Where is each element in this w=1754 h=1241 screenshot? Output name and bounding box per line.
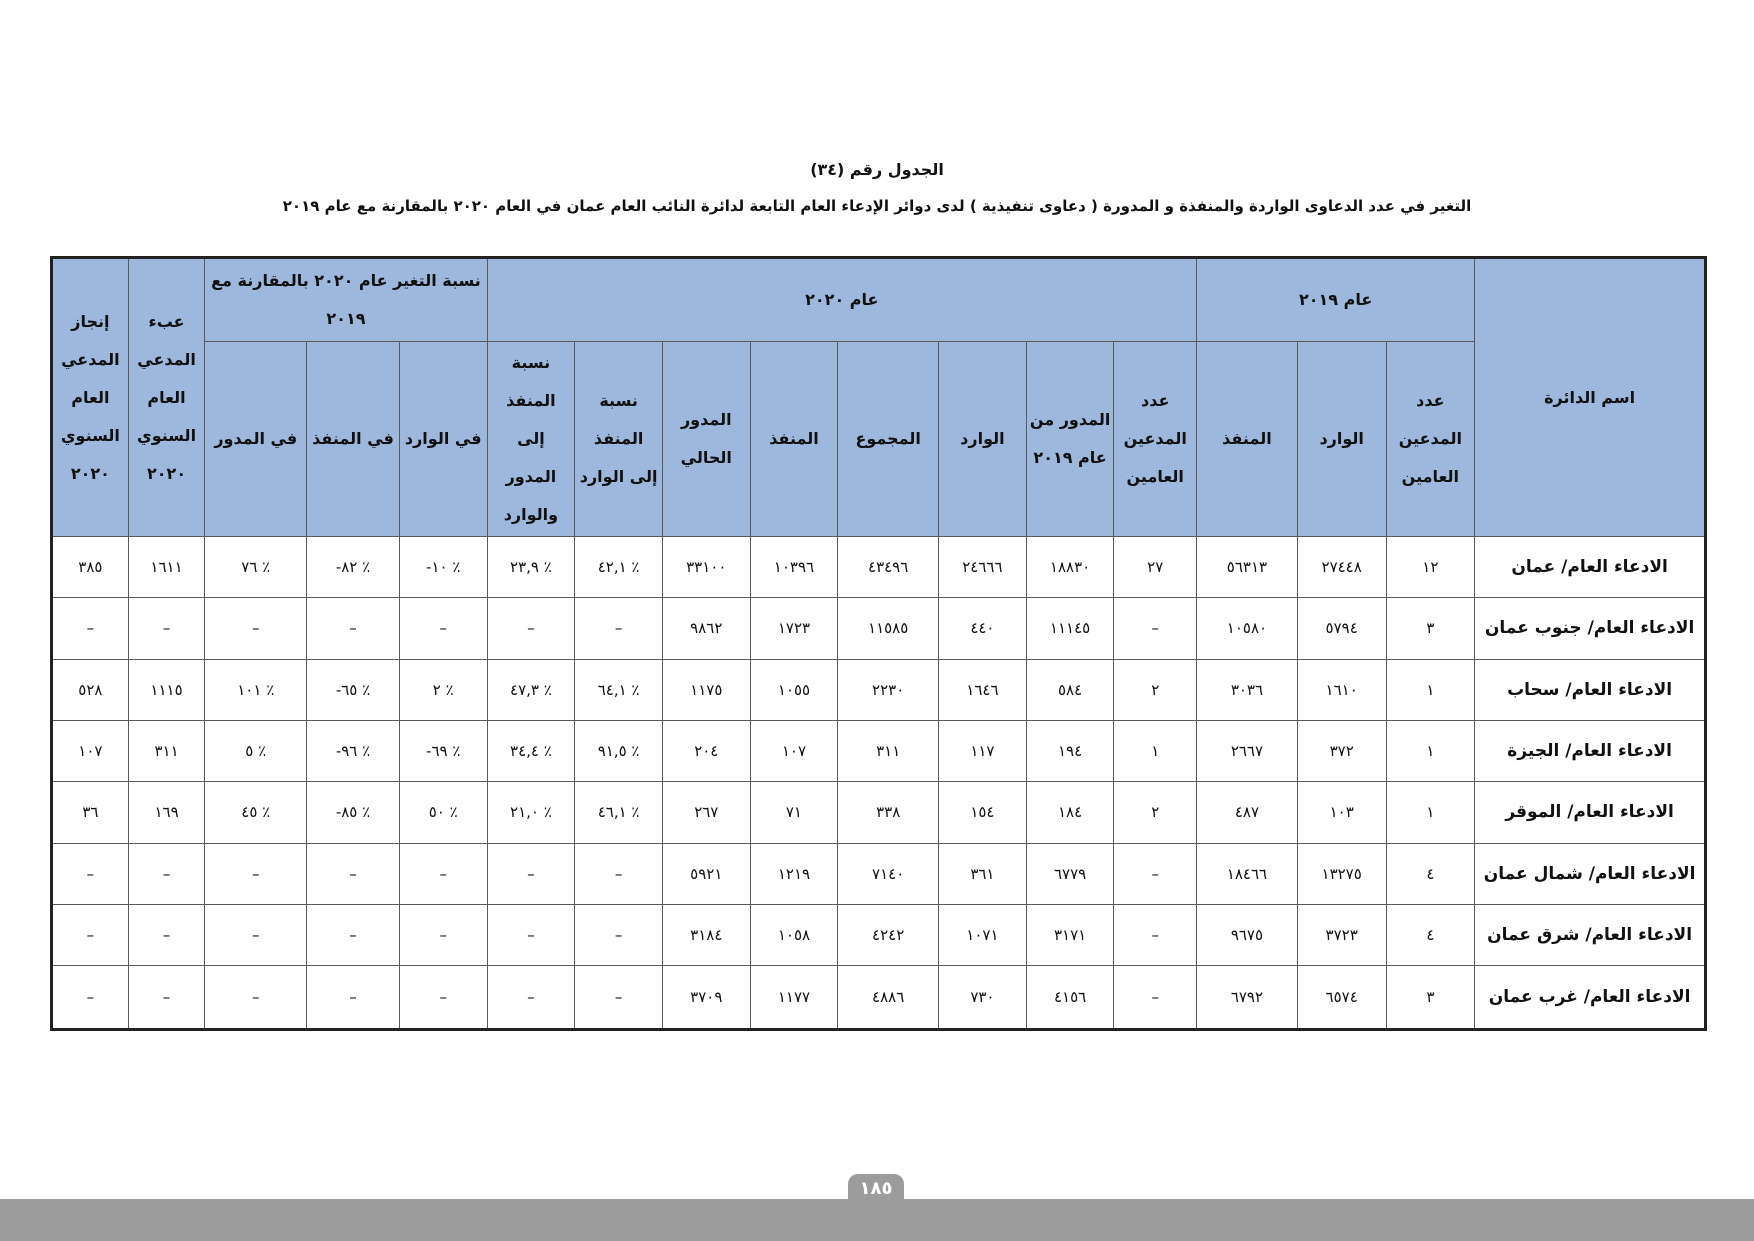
table-cell: – [52, 966, 129, 1030]
table-cell: ١٢ [1386, 537, 1475, 598]
district-name: الادعاء العام/ عمان [1475, 537, 1706, 598]
header-burden: عبء المدعي العام السنوي ٢٠٢٠ [128, 258, 205, 537]
table-cell: ١٦٩ [128, 782, 205, 843]
table-cell: ٪ ٦٤,١ [575, 659, 663, 720]
table-cell: – [575, 966, 663, 1030]
table-cell: ١٠٧ [750, 720, 838, 781]
table-cell: ٪ ٢٣,٩ [487, 537, 575, 598]
header-year-2019: عام ٢٠١٩ [1197, 258, 1475, 342]
table-cell: – [575, 598, 663, 659]
table-cell: ٦٥٧٤ [1297, 966, 1386, 1030]
table-cell: – [307, 843, 400, 904]
table-cell: ٣٨٥ [52, 537, 129, 598]
table-cell: ٩٦٧٥ [1197, 904, 1298, 965]
header-2020-total: المجموع [838, 342, 939, 537]
table-cell: ٢٠٤ [662, 720, 750, 781]
table-cell: – [575, 904, 663, 965]
district-name: الادعاء العام/ شمال عمان [1475, 843, 1706, 904]
header-district: اسم الدائرة [1475, 258, 1706, 537]
table-cell: ٩٨٦٢ [662, 598, 750, 659]
table-cell: ٢٤٦٦٦ [939, 537, 1027, 598]
header-2020-ratio-total: نسبة المنفذ إلى المدور والوارد [487, 342, 575, 537]
district-name: الادعاء العام/ غرب عمان [1475, 966, 1706, 1030]
header-achievement: إنجاز المدعي العام السنوي ٢٠٢٠ [52, 258, 129, 537]
header-year-2020: عام ٢٠٢٠ [487, 258, 1197, 342]
table-cell: – [399, 843, 487, 904]
table-cell: ٪ ٦٥- [307, 659, 400, 720]
table-cell: ١ [1386, 782, 1475, 843]
table-cell: ٪ ٤٧,٣ [487, 659, 575, 720]
table-cell: ٪ ٢ [399, 659, 487, 720]
table-cell: ٪ ٥٠ [399, 782, 487, 843]
table-cell: ١٠٣ [1297, 782, 1386, 843]
table-cell: ٢٧ [1114, 537, 1197, 598]
table-cell: – [52, 843, 129, 904]
table-title: الجدول رقم (٣٤) [810, 160, 944, 179]
table-cell: ١٦٤٦ [939, 659, 1027, 720]
table-cell: ١٨٤ [1026, 782, 1114, 843]
table-cell: ٣٧٢٣ [1297, 904, 1386, 965]
header-change-carried: في المدور [205, 342, 307, 537]
table-cell: – [307, 598, 400, 659]
table-cell: ١٠٧١ [939, 904, 1027, 965]
table-cell: ١١٧٧ [750, 966, 838, 1030]
table-cell: ٪ ٩٦- [307, 720, 400, 781]
table-cell: ٤١٥٦ [1026, 966, 1114, 1030]
table-cell: ١ [1114, 720, 1197, 781]
table-cell: – [205, 904, 307, 965]
table-cell: ٪ ٨٥- [307, 782, 400, 843]
header-2020-incoming: الوارد [939, 342, 1027, 537]
header-2019-incoming: الوارد [1297, 342, 1386, 537]
table-cell: – [128, 904, 205, 965]
table-cell: ٪ ٧٦ [205, 537, 307, 598]
table-cell: ٪ ٩١,٥ [575, 720, 663, 781]
table-cell: – [487, 904, 575, 965]
table-cell: ٥٧٩٤ [1297, 598, 1386, 659]
table-cell: – [1114, 966, 1197, 1030]
table-cell: ٦٧٩٢ [1197, 966, 1298, 1030]
table-cell: ٪ ٦٩- [399, 720, 487, 781]
table-cell: ٪ ٤٥ [205, 782, 307, 843]
table-cell: ٧١ [750, 782, 838, 843]
table-cell: – [205, 843, 307, 904]
table-cell: ١٠٥٥ [750, 659, 838, 720]
table-cell: ١٩٤ [1026, 720, 1114, 781]
table-cell: ٣٣١٠٠ [662, 537, 750, 598]
table-cell: ١٨٨٣٠ [1026, 537, 1114, 598]
table-cell: – [399, 966, 487, 1030]
table-cell: – [205, 966, 307, 1030]
table-cell: ٣١٨٤ [662, 904, 750, 965]
table-cell: ٣٦ [52, 782, 129, 843]
table-cell: ١٦١١ [128, 537, 205, 598]
table-cell: – [52, 598, 129, 659]
district-name: الادعاء العام/ الجيزة [1475, 720, 1706, 781]
table-cell: ٣٠٣٦ [1197, 659, 1298, 720]
table-cell: ٥٢٨ [52, 659, 129, 720]
header-change-executed: في المنفذ [307, 342, 400, 537]
table-cell: ٤٨٨٦ [838, 966, 939, 1030]
table-cell: ١١٧٥ [662, 659, 750, 720]
header-2020-prosecutors: عدد المدعين العامين [1114, 342, 1197, 537]
table-cell: – [128, 598, 205, 659]
header-2020-carried-over: المدور من عام ٢٠١٩ [1026, 342, 1114, 537]
table-row [52, 659, 1706, 720]
table-cell: ٪ ١٠١ [205, 659, 307, 720]
table-row [52, 782, 1706, 843]
table-cell: ٣٧٢ [1297, 720, 1386, 781]
table-cell: – [1114, 843, 1197, 904]
table-cell: ٪ ١٠- [399, 537, 487, 598]
table-cell: ٪ ٤٦,١ [575, 782, 663, 843]
table-cell: ٤٢٤٢ [838, 904, 939, 965]
table-cell: – [487, 598, 575, 659]
footer-bar [0, 1199, 1754, 1241]
table-cell: ٣ [1386, 598, 1475, 659]
table-cell: ١٥٤ [939, 782, 1027, 843]
table-cell: ٪ ٢١,٠ [487, 782, 575, 843]
table-row [52, 720, 1706, 781]
table-cell: – [399, 598, 487, 659]
header-2019-executed: المنفذ [1197, 342, 1298, 537]
header-2020-current-carried: المدور الحالي [662, 342, 750, 537]
table-cell: ٢ [1114, 659, 1197, 720]
table-cell: ١١٧ [939, 720, 1027, 781]
header-2020-ratio-incoming: نسبة المنفذ إلى الوارد [575, 342, 663, 537]
district-name: الادعاء العام/ سحاب [1475, 659, 1706, 720]
table-cell: ٤٣٤٩٦ [838, 537, 939, 598]
table-cell: ١٠٧ [52, 720, 129, 781]
table-cell: ٧١٤٠ [838, 843, 939, 904]
table-row [52, 966, 1706, 1030]
table-cell: – [128, 966, 205, 1030]
header-change-incoming: في الوارد [399, 342, 487, 537]
table-cell: ٥٨٤ [1026, 659, 1114, 720]
table-subtitle: التغير في عدد الدعاوى الواردة والمنفذة و المدورة ( دعاوى تنفيذية ) لدى دوائر الإدعاء العام التابعة لدائرة النائب العام عمان في العام ٢٠٢٠ بالمقارنة مع عام ٢٠١٩ [282, 197, 1472, 215]
table-cell: ٢٦٧ [662, 782, 750, 843]
table-cell: ٣١٧١ [1026, 904, 1114, 965]
statistics-table [50, 256, 1707, 1031]
table-cell: ٤٤٠ [939, 598, 1027, 659]
table-cell: ٣١١ [128, 720, 205, 781]
table-cell: ٣٣٨ [838, 782, 939, 843]
table-cell: – [128, 843, 205, 904]
table-cell: ١٨٤٦٦ [1197, 843, 1298, 904]
header-2020-executed: المنفذ [750, 342, 838, 537]
district-name: الادعاء العام/ شرق عمان [1475, 904, 1706, 965]
table-cell: – [307, 966, 400, 1030]
district-name: الادعاء العام/ الموقر [1475, 782, 1706, 843]
table-cell: ٣٦١ [939, 843, 1027, 904]
table-cell: ١٠٣٩٦ [750, 537, 838, 598]
table-cell: – [487, 843, 575, 904]
table-cell: – [399, 904, 487, 965]
table-cell: ١٧٢٣ [750, 598, 838, 659]
table-cell: ٤ [1386, 843, 1475, 904]
table-cell: ١١١٥ [128, 659, 205, 720]
table-cell: ٤٨٧ [1197, 782, 1298, 843]
table-cell: ٢ [1114, 782, 1197, 843]
table-row [52, 537, 1706, 598]
table-cell: ٢٧٤٤٨ [1297, 537, 1386, 598]
table-row [52, 598, 1706, 659]
table-row [52, 843, 1706, 904]
table-cell: ٣٧٠٩ [662, 966, 750, 1030]
table-cell: – [205, 598, 307, 659]
table-cell: ١١٥٨٥ [838, 598, 939, 659]
table-cell: ١٢١٩ [750, 843, 838, 904]
table-cell: ٥٦٣١٣ [1197, 537, 1298, 598]
table-cell: ٥٩٢١ [662, 843, 750, 904]
district-name: الادعاء العام/ جنوب عمان [1475, 598, 1706, 659]
table-cell: ١ [1386, 659, 1475, 720]
table-cell: ٪ ٣٤,٤ [487, 720, 575, 781]
table-cell: – [307, 904, 400, 965]
page-number: ١٨٥ [848, 1174, 904, 1204]
table-cell: ٣ [1386, 966, 1475, 1030]
table-cell: – [1114, 598, 1197, 659]
table-cell: ٪ ٨٢- [307, 537, 400, 598]
table-cell: ١٠٥٨ [750, 904, 838, 965]
table-cell: ١٠٥٨٠ [1197, 598, 1298, 659]
table-cell: ١٣٢٧٥ [1297, 843, 1386, 904]
table-cell: ٪ ٤٢,١ [575, 537, 663, 598]
table-cell: ١١١٤٥ [1026, 598, 1114, 659]
table-cell: – [1114, 904, 1197, 965]
header-change: نسبة التغير عام ٢٠٢٠ بالمقارنة مع ٢٠١٩ [205, 258, 487, 342]
table-cell: ٢٢٣٠ [838, 659, 939, 720]
title-block [0, 158, 1754, 218]
table-row [52, 904, 1706, 965]
table-cell: ٧٣٠ [939, 966, 1027, 1030]
header-2019-prosecutors: عدد المدعين العامين [1386, 342, 1475, 537]
table-cell: ٢٦٦٧ [1197, 720, 1298, 781]
table-cell: – [575, 843, 663, 904]
table-cell: ٦٧٧٩ [1026, 843, 1114, 904]
table-cell: ٪ ٥ [205, 720, 307, 781]
table-cell: ١ [1386, 720, 1475, 781]
table-cell: – [52, 904, 129, 965]
table-cell: ٤ [1386, 904, 1475, 965]
table-cell: ١٦١٠ [1297, 659, 1386, 720]
table-cell: – [487, 966, 575, 1030]
table-cell: ٣١١ [838, 720, 939, 781]
